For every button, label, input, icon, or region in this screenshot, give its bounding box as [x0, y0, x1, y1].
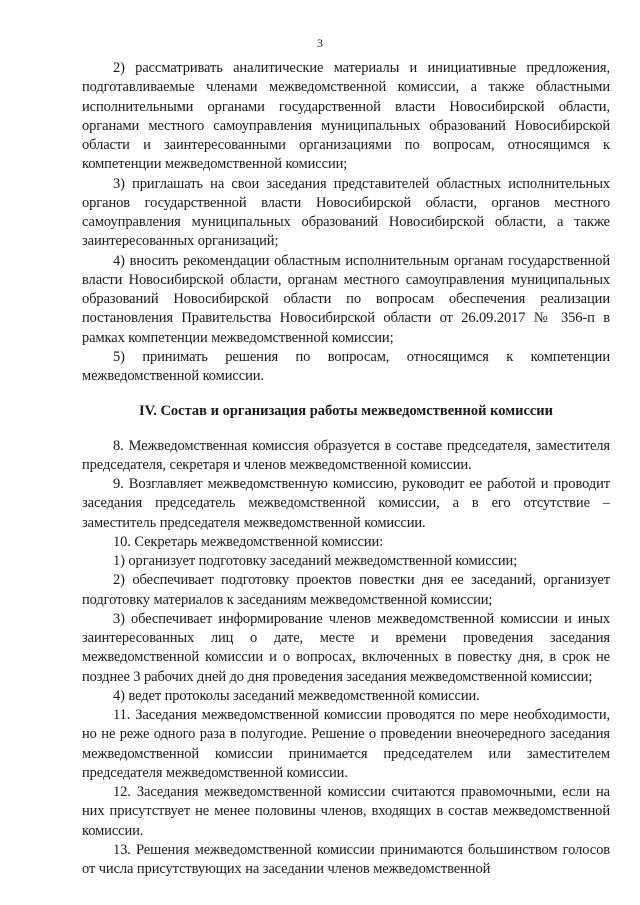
paragraph-item-3: 3) приглашать на свои заседания представителей областных исполнительных органов государственной власти Новосибирской области, органов местного самоуправления муниципальных образований Новосибирской области, а также заинтересованных организаций; — [82, 175, 610, 250]
page-number: 3 — [317, 36, 323, 50]
paragraph-10: 10. Секретарь межведомственной комиссии: — [113, 533, 384, 550]
paragraph-item-4: 4) вносить рекомендации областным исполнительным органам государственной власти Новосибирской области, органам местного самоуправления муниципальных образований Новосибирской области по вопросам обеспечения реализации постановления Правительства Новосибирской области от 26.09.2017 № 356-п в рамках компетенции межведомственной комиссии; — [82, 252, 610, 346]
paragraph-10-item-2: 2) обеспечивает подготовку проектов повестки дня ее заседаний, организует подготовку материалов к заседаниям межведомственной комиссии; — [82, 572, 610, 608]
paragraph-12: 12. Заседания межведомственной комиссии считаются правомочными, если на них присутствует не менее половины членов, входящих в состав межведомственной комиссии. — [82, 784, 610, 839]
section-heading: IV. Состав и организация работы межведомственной комиссии — [138, 403, 554, 420]
paragraph-9: 9. Возглавляет межведомственную комиссию, руководит ее работой и проводит заседания председатель межведомственной комиссии, а в его отсутствие – заместитель председателя межведомственной комиссии. — [82, 476, 610, 531]
paragraph-10-item-3: 3) обеспечивает информирование членов межведомственной комиссии и иных заинтересованных лиц о дате, месте и времени проведения заседания межведомственной комиссии и о вопросах, включенных в повестку дня, в срок не позднее 3 рабочих дней до дня проведения заседания межведомственной комиссии; — [82, 610, 610, 685]
paragraph-item-5: 5) принимать решения по вопросам, относящимся к компетенции межведомственной комиссии. — [82, 348, 610, 384]
paragraph-10-item-1: 1) организует подготовку заседаний межведомственной комиссии; — [113, 553, 518, 569]
section-heading-wrapper — [82, 386, 610, 436]
paragraph-8: 8. Межведомственная комиссия образуется в составе председателя, заместителя председателя, секретаря и членов межведомственной комиссии. — [82, 437, 610, 473]
paragraph-11: 11. Заседания межведомственной комиссии проводятся по мере необходимости, но не реже одного раза в полугодие. Решение о проведении внеочередного заседания межведомственной комиссии принимается председателем или заместителем председателя межведомственной комиссии. — [82, 707, 610, 781]
document-body — [82, 59, 610, 879]
paragraph-item-2: 2) рассматривать аналитические материалы и инициативные предложения, подготавливаемые членами межведомственной комиссии, а также областными исполнительными органами государственной власти Новосибирской области, органами местного самоуправления муниципальных образований Новосибирской области и заинтересованными организациями по вопросам, относящимся к компетенции межведомственной комиссии; — [82, 60, 610, 173]
paragraph-10-item-4: 4) ведет протоколы заседаний межведомственной комиссии. — [113, 687, 480, 704]
paragraph-13: 13. Решения межведомственной комиссии принимаются большинством голосов от числа присутствующих на заседании членов межведомственной — [82, 841, 610, 877]
